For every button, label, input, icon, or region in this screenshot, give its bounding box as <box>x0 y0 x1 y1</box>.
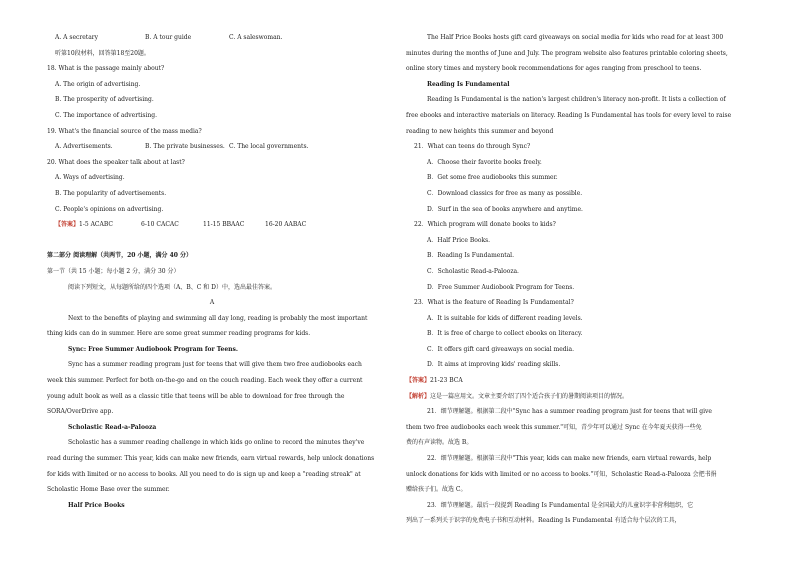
answer-value: 21-23 BCA <box>430 377 463 385</box>
question-19: 19. What's the financial source of the mass media? <box>47 127 202 135</box>
option: D．It aims at improving kids' reading skills. <box>427 361 561 369</box>
analysis-line <box>406 389 736 405</box>
option: B．It is free of charge to collect ebooks on literacy. <box>427 330 583 338</box>
paragraph-line: week this summer. Perfect for both on-the-go and on the couch reading. Each week they offer a current <box>47 377 363 385</box>
q17-options <box>47 30 377 46</box>
question-21: 21．What can teens do through Sync? <box>414 143 531 151</box>
answer-line <box>406 373 736 389</box>
section-title: 第一节（共 15 小题；每小题 2 分，满分 30 分） <box>47 267 180 275</box>
paragraph-line: Sync has a summer reading program just for teens that will give them two free audiobooks each <box>68 361 362 369</box>
paragraph-line: reading to new heights this summer and beyond <box>406 127 554 135</box>
explanation-line: 列出了一系列关于识字的免费电子书和互动材料。Reading Is Fundamental 有适合每个层次的工具， <box>406 517 681 525</box>
option: C．Scholastic Read-a-Palooza. <box>427 267 519 275</box>
option: A．Half Price Books. <box>427 236 491 244</box>
option: A. A secretary <box>55 34 99 41</box>
part-title: 第二部分 阅读理解（共两节，20 小题，满分 40 分） <box>47 252 193 260</box>
option: C．It offers gift card giveaways on social media. <box>427 345 575 353</box>
option: D．Free Summer Audiobook Program for Teens. <box>427 283 575 291</box>
analysis-tag: 【解析】 <box>406 392 431 400</box>
paragraph-line: for kids with limited or no access to books. All you need to do is sign up and keep a "reading streak" at <box>47 470 361 478</box>
paragraph-line: SORA/OverDrive app. <box>47 408 114 416</box>
heading-rif: Reading Is Fundamental <box>427 80 510 88</box>
option: A．Choose their favorite books freely. <box>427 158 542 166</box>
option: B．Get some free audiobooks this summer. <box>427 174 558 182</box>
answer-key <box>47 217 377 233</box>
analysis-text: 这是一篇应用文。文章主要介绍了四个适合孩子们的暑期阅读项目的情况。 <box>430 392 629 400</box>
instruction: 阅读下列短文，从每题所给的四个选项（A、B、C 和 D）中，选出最佳答案。 <box>68 283 276 291</box>
option: D．Surf in the sea of books anywhere and anytime. <box>427 205 583 213</box>
option: B．Reading Is Fundamental. <box>427 252 515 260</box>
explanation-line: 21．细节理解题。根据第二段中"Sync has a summer reading program just for teens that will give <box>427 408 712 416</box>
explanation-line: unlock donations for kids with limited or no access to books."可知，Scholastic Read-a-Palooza 会把书捐 <box>406 470 717 478</box>
option: C. The local governments. <box>229 143 309 151</box>
option: C．Download classics for free as many as possible. <box>427 189 583 197</box>
option: A. Advertisements. <box>55 143 113 151</box>
explanation-line: them two free audiobooks each week this summer."可知，青少年可以通过 Sync 在今年夏天获得一些免 <box>406 423 702 431</box>
spacer <box>47 233 377 249</box>
paragraph-line: thing kids can do in summer. Here are some great summer reading programs for kids. <box>47 330 311 338</box>
paragraph-line: read during the summer. This year, kids can make new friends, earn virtual rewards, help unlock donations <box>47 455 375 463</box>
question-18: 18. What is the passage mainly about? <box>47 65 165 73</box>
option: C. The importance of advertising. <box>55 111 158 119</box>
answer-tag: 【答案】 <box>55 221 80 229</box>
explanation-line: 22．细节理解题。根据第三段中"This year, kids can make new friends, earn virtual rewards, help <box>427 455 712 463</box>
option: A．It is suitable for kids of different reading levels. <box>427 314 583 322</box>
paragraph-line: young adult book as well as a classic title that teens will be able to download for free through the <box>47 392 345 400</box>
left-column <box>47 30 377 513</box>
right-column <box>406 30 736 529</box>
option: B. The popularity of advertisements. <box>55 189 167 197</box>
question-22: 22．Which program will donate books to kids? <box>414 221 556 229</box>
question-20: 20. What does the speaker talk about at last? <box>47 158 185 166</box>
heading-sync: Sync: Free Summer Audiobook Program for Teens. <box>68 345 239 353</box>
option: A. The origin of advertising. <box>55 80 141 88</box>
question-23: 23．What is the feature of Reading Is Fundamental? <box>414 299 574 307</box>
option: B. A tour guide <box>145 34 192 41</box>
answer-group: 11-15 BBAAC <box>203 221 245 229</box>
answer-group: 6-10 CACAC <box>141 221 179 229</box>
explanation-line: 23．细节理解题。最后一段提到 Reading Is Fundamental 是全国最大的儿童识字非营利组织，它 <box>427 501 694 509</box>
paragraph-line: Scholastic Home Base over the summer. <box>47 486 170 494</box>
paragraph-line: Next to the benefits of playing and swimming all day long, reading is probably the most important <box>68 314 368 322</box>
explanation-line: 费的有声读物。故选 B。 <box>406 439 473 447</box>
paragraph-line: free ebooks and interactive materials on literacy. Reading Is Fundamental has tools for every level to raise <box>406 111 732 119</box>
option: C. People's opinions on advertising. <box>55 205 164 213</box>
passage-label: A <box>209 299 215 307</box>
heading-half-price: Half Price Books <box>68 501 125 509</box>
answer-group: 1-5 ACABC <box>79 221 113 229</box>
option: B. The private businesses. <box>145 143 225 151</box>
paragraph-line: minutes during the months of June and July. The program website also features printable coloring sheets, <box>406 49 728 57</box>
paragraph-line: The Half Price Books hosts gift card giveaways on social media for kids who read for at least 300 <box>427 34 724 41</box>
explanation-line: 赠给孩子们。故选 C。 <box>406 486 467 494</box>
option: B. The prosperity of advertising. <box>55 96 154 104</box>
paragraph-line: Reading Is Fundamental is the nation's largest children's literacy non-profit. It lists a collection of <box>427 96 726 104</box>
paragraph-line: Scholastic has a summer reading challenge in which kids go online to record the minutes they've <box>68 439 365 447</box>
paragraph-line: online story times and mystery book recommendations for ages ranging from preschool to teens. <box>406 65 702 73</box>
answer-group: 16-20 AABAC <box>265 221 307 229</box>
heading-scholastic: Scholastic Read-a-Palooza <box>68 423 157 431</box>
q19-options <box>47 139 377 155</box>
listen-note: 听第10段材料，回答第18至20题。 <box>55 49 150 57</box>
option: A. Ways of advertising. <box>55 174 125 182</box>
option: C. A saleswoman. <box>229 34 283 41</box>
answer-tag: 【答案】 <box>406 377 431 385</box>
